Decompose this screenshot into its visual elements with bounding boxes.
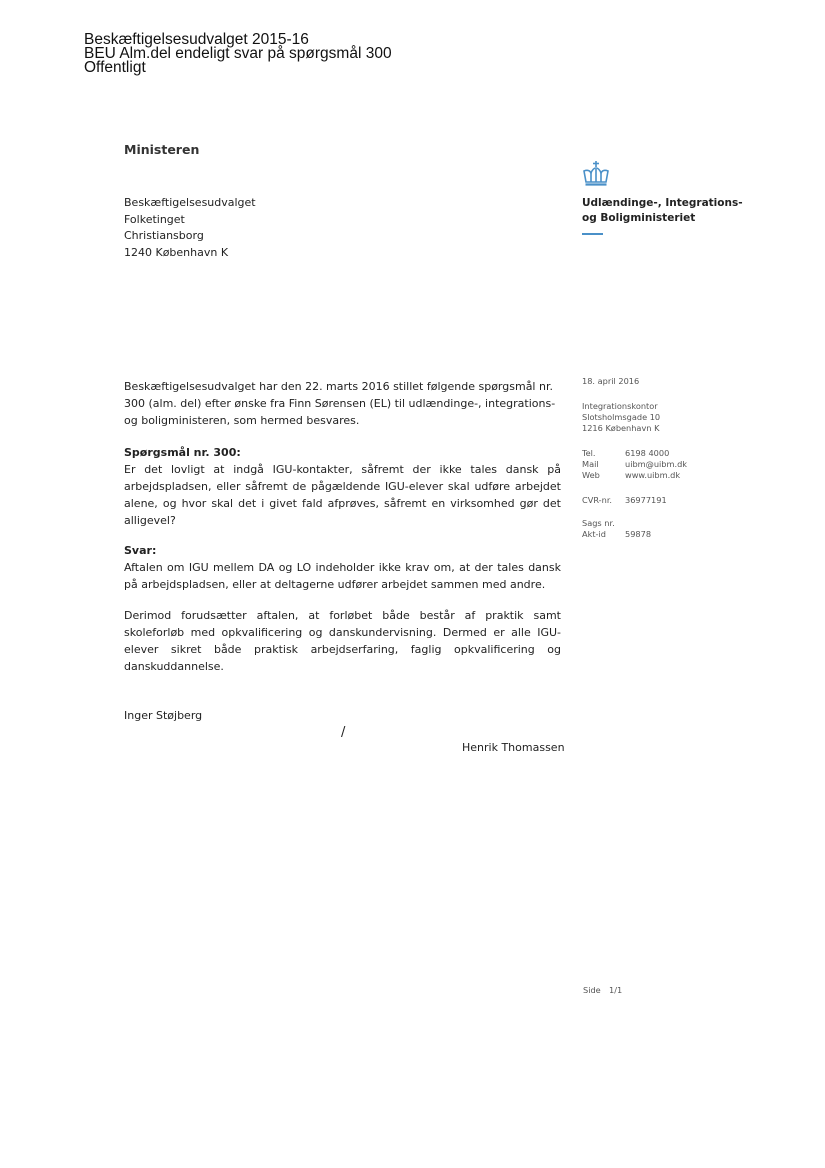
intro-paragraph: Beskæftigelsesudvalget har den 22. marts 2016 stillet følgende spørgsmål nr. 300 (alm. del) efter ønske fra Finn Sørensen (EL) til udlændinge-, integrations- og boligministeren, som hermed besvares. [124,380,556,427]
cvr-row [582,495,667,506]
cvr-label: CVR-nr. [582,495,613,505]
sags-label: Sags nr. [582,518,615,528]
logo-accent-rule [582,233,603,235]
answer-text: Aftalen om IGU mellem DA og LO indeholder ikke krav om, at der tales dansk på arbejdspladsen, eller at deltagerne udfører arbejdet sammen med andre. [124,561,561,591]
ministry-name [582,196,743,226]
answer-continuation [124,607,561,675]
page-number [583,985,622,995]
recipient-line: Folketinget [124,212,185,226]
web-value: www.uibm.dk [625,470,681,480]
question-heading: Spørgsmål nr. 300: [124,446,241,459]
office-line: 1216 København K [582,423,660,433]
mail-label: Mail [582,459,599,469]
sags-row [582,518,651,529]
answer-section [124,542,561,593]
office-line: Slotsholmsgade 10 [582,412,661,422]
office-line: Integrationskontor [582,401,658,411]
stamp-reference: BEU Alm.del endeligt svar på spørgsmål 300 [84,45,392,62]
recipient-line: 1240 København K [124,245,229,259]
contact-info [582,448,687,481]
stamp-committee: Beskæftigelsesudvalget 2015-16 [84,31,309,48]
page-value: 1/1 [609,985,623,995]
stamp-status: Offentligt [84,59,146,76]
akt-label: Akt-id [582,529,606,539]
minister-signature: Inger Støjberg [124,709,203,722]
crown-logo-icon [582,160,610,192]
web-row [582,470,687,481]
signature-separator: / [341,725,346,740]
recipient-line: Beskæftigelsesudvalget [124,196,256,209]
case-info [582,518,651,540]
answer-paragraph-2: Derimod forudsætter aftalen, at forløbet både består af praktik samt skoleforløb med opkvalificering og danskundervisning. Dermed er alle IGU-elever sikret både praktisk arbejdserfaring, faglig opkvalificering og danskuddannelse. [124,609,561,673]
question-text: Er det lovligt at indgå IGU-kontakter, såfremt der ikke tales dansk på arbejdspladsen, eller såfremt de pågældende IGU-elever skal udføre arbejdet alene, og hvor skal det i givet fald afprøves, såfremt en virksomhed gør det alligevel? [124,463,561,527]
cvr-info [582,495,667,506]
letter-intro [124,378,561,429]
tel-row [582,448,687,459]
akt-value: 59878 [625,529,652,539]
mail-value: uibm@uibm.dk [625,459,688,469]
ministry-name-line: og Boligministeriet [582,212,696,224]
letter-date: 18. april 2016 [582,376,640,386]
official-signature: Henrik Thomassen [462,741,565,754]
tel-label: Tel. [582,448,596,458]
akt-row [582,529,651,540]
web-label: Web [582,470,600,480]
cvr-value: 36977191 [625,495,667,505]
mail-row [582,459,687,470]
sender-title: Ministeren [124,142,200,157]
document-stamp [84,33,392,75]
office-address [582,401,660,434]
recipient-address [124,195,256,261]
ministry-name-line: Udlændinge-, Integrations- [582,197,743,209]
answer-heading: Svar: [124,544,157,557]
page-label: Side [583,985,601,995]
recipient-line: Christiansborg [124,229,204,242]
tel-value: 6198 4000 [625,448,670,458]
question-section [124,444,561,529]
